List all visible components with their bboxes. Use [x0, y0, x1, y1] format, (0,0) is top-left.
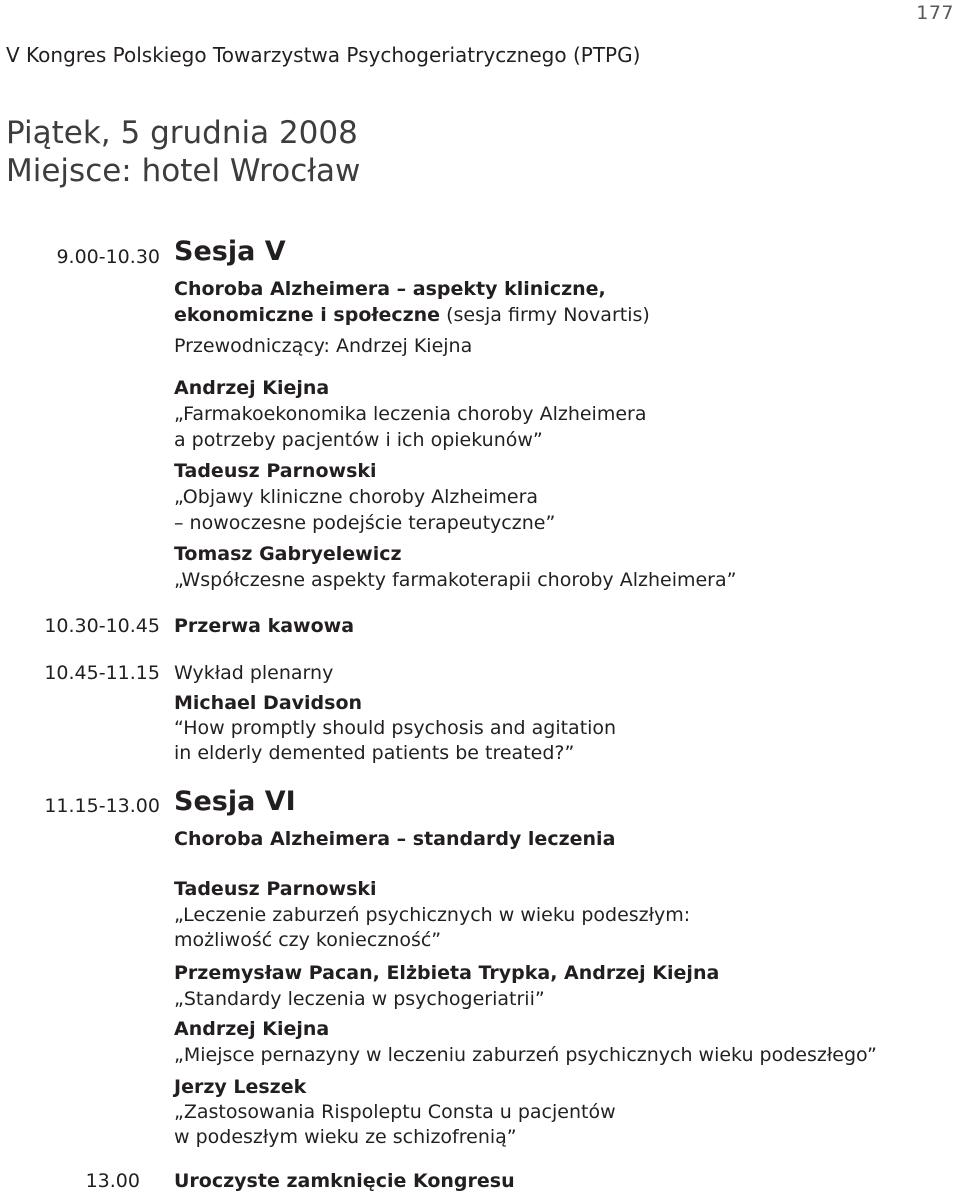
day-date: Piątek, 5 grudnia 2008	[6, 115, 358, 151]
session-6-time: 11.15-13.00	[44, 795, 160, 817]
talk-speaker: Tadeusz Parnowski	[174, 460, 377, 482]
talk-title-line2: a potrzeby pacjentów i ich opiekunów”	[174, 429, 543, 451]
talk-title: „Objawy kliniczne choroby Alzheimera	[174, 486, 539, 508]
session-5-title: Sesja V	[174, 236, 286, 267]
session-5-chair: Przewodniczący: Andrzej Kiejna	[174, 335, 473, 357]
talk-title-line2: – nowoczesne podejście terapeutyczne”	[174, 512, 556, 534]
talk-speaker: Tadeusz Parnowski	[174, 878, 377, 900]
session-5-subtitle: Choroba Alzheimera – aspekty kliniczne,	[174, 278, 606, 300]
plenary-label: Wykład plenarny	[174, 662, 334, 684]
talk-title-line2: możliwość czy konieczność”	[174, 929, 442, 951]
talk-title: „Miejsce pernazyny w leczeniu zaburzeń psychicznych wieku podeszłego”	[174, 1044, 877, 1066]
talk-speaker: Przemysław Pacan, Elżbieta Trypka, Andrzej Kiejna	[174, 962, 720, 984]
break-label: Przerwa kawowa	[174, 615, 355, 637]
talk-title: „Zastosowania Rispoleptu Consta u pacjentów	[174, 1101, 616, 1123]
session-5-time: 9.00-10.30	[56, 246, 160, 268]
break-time: 10.30-10.45	[44, 615, 160, 637]
venue: Miejsce: hotel Wrocław	[6, 153, 361, 189]
session-5-subtitle-line2: ekonomiczne i społeczne (sesja firmy Novartis)	[174, 304, 650, 326]
talk-title: „Standardy leczenia w psychogeriatrii”	[174, 988, 545, 1010]
plenary-title: “How promptly should psychosis and agitation	[174, 717, 617, 739]
closing-time: 13.00	[85, 1170, 140, 1192]
talk-title: „Farmakoekonomika leczenia choroby Alzheimera	[174, 403, 647, 425]
talk-speaker: Andrzej Kiejna	[174, 1018, 330, 1040]
talk-title-line2: w podeszłym wieku ze schizofrenią”	[174, 1126, 517, 1148]
plenary-speaker: Michael Davidson	[174, 692, 363, 714]
talk-speaker: Andrzej Kiejna	[174, 377, 330, 399]
talk-speaker: Tomasz Gabryelewicz	[174, 543, 402, 565]
page-number: 177	[916, 2, 954, 24]
plenary-time: 10.45-11.15	[44, 662, 160, 684]
talk-speaker: Jerzy Leszek	[174, 1076, 307, 1098]
talk-title: „Współczesne aspekty farmakoterapii choroby Alzheimera”	[174, 569, 737, 591]
congress-header: V Kongres Polskiego Towarzystwa Psychogeriatrycznego (PTPG)	[6, 43, 641, 67]
closing-label: Uroczyste zamknięcie Kongresu	[174, 1170, 515, 1192]
talk-title: „Leczenie zaburzeń psychicznych w wieku podeszłym:	[174, 904, 691, 926]
plenary-title-line2: in elderly demented patients be treated?”	[174, 742, 575, 764]
session-6-title: Sesja VI	[174, 786, 296, 817]
session-6-subtitle: Choroba Alzheimera – standardy leczenia	[174, 828, 616, 850]
